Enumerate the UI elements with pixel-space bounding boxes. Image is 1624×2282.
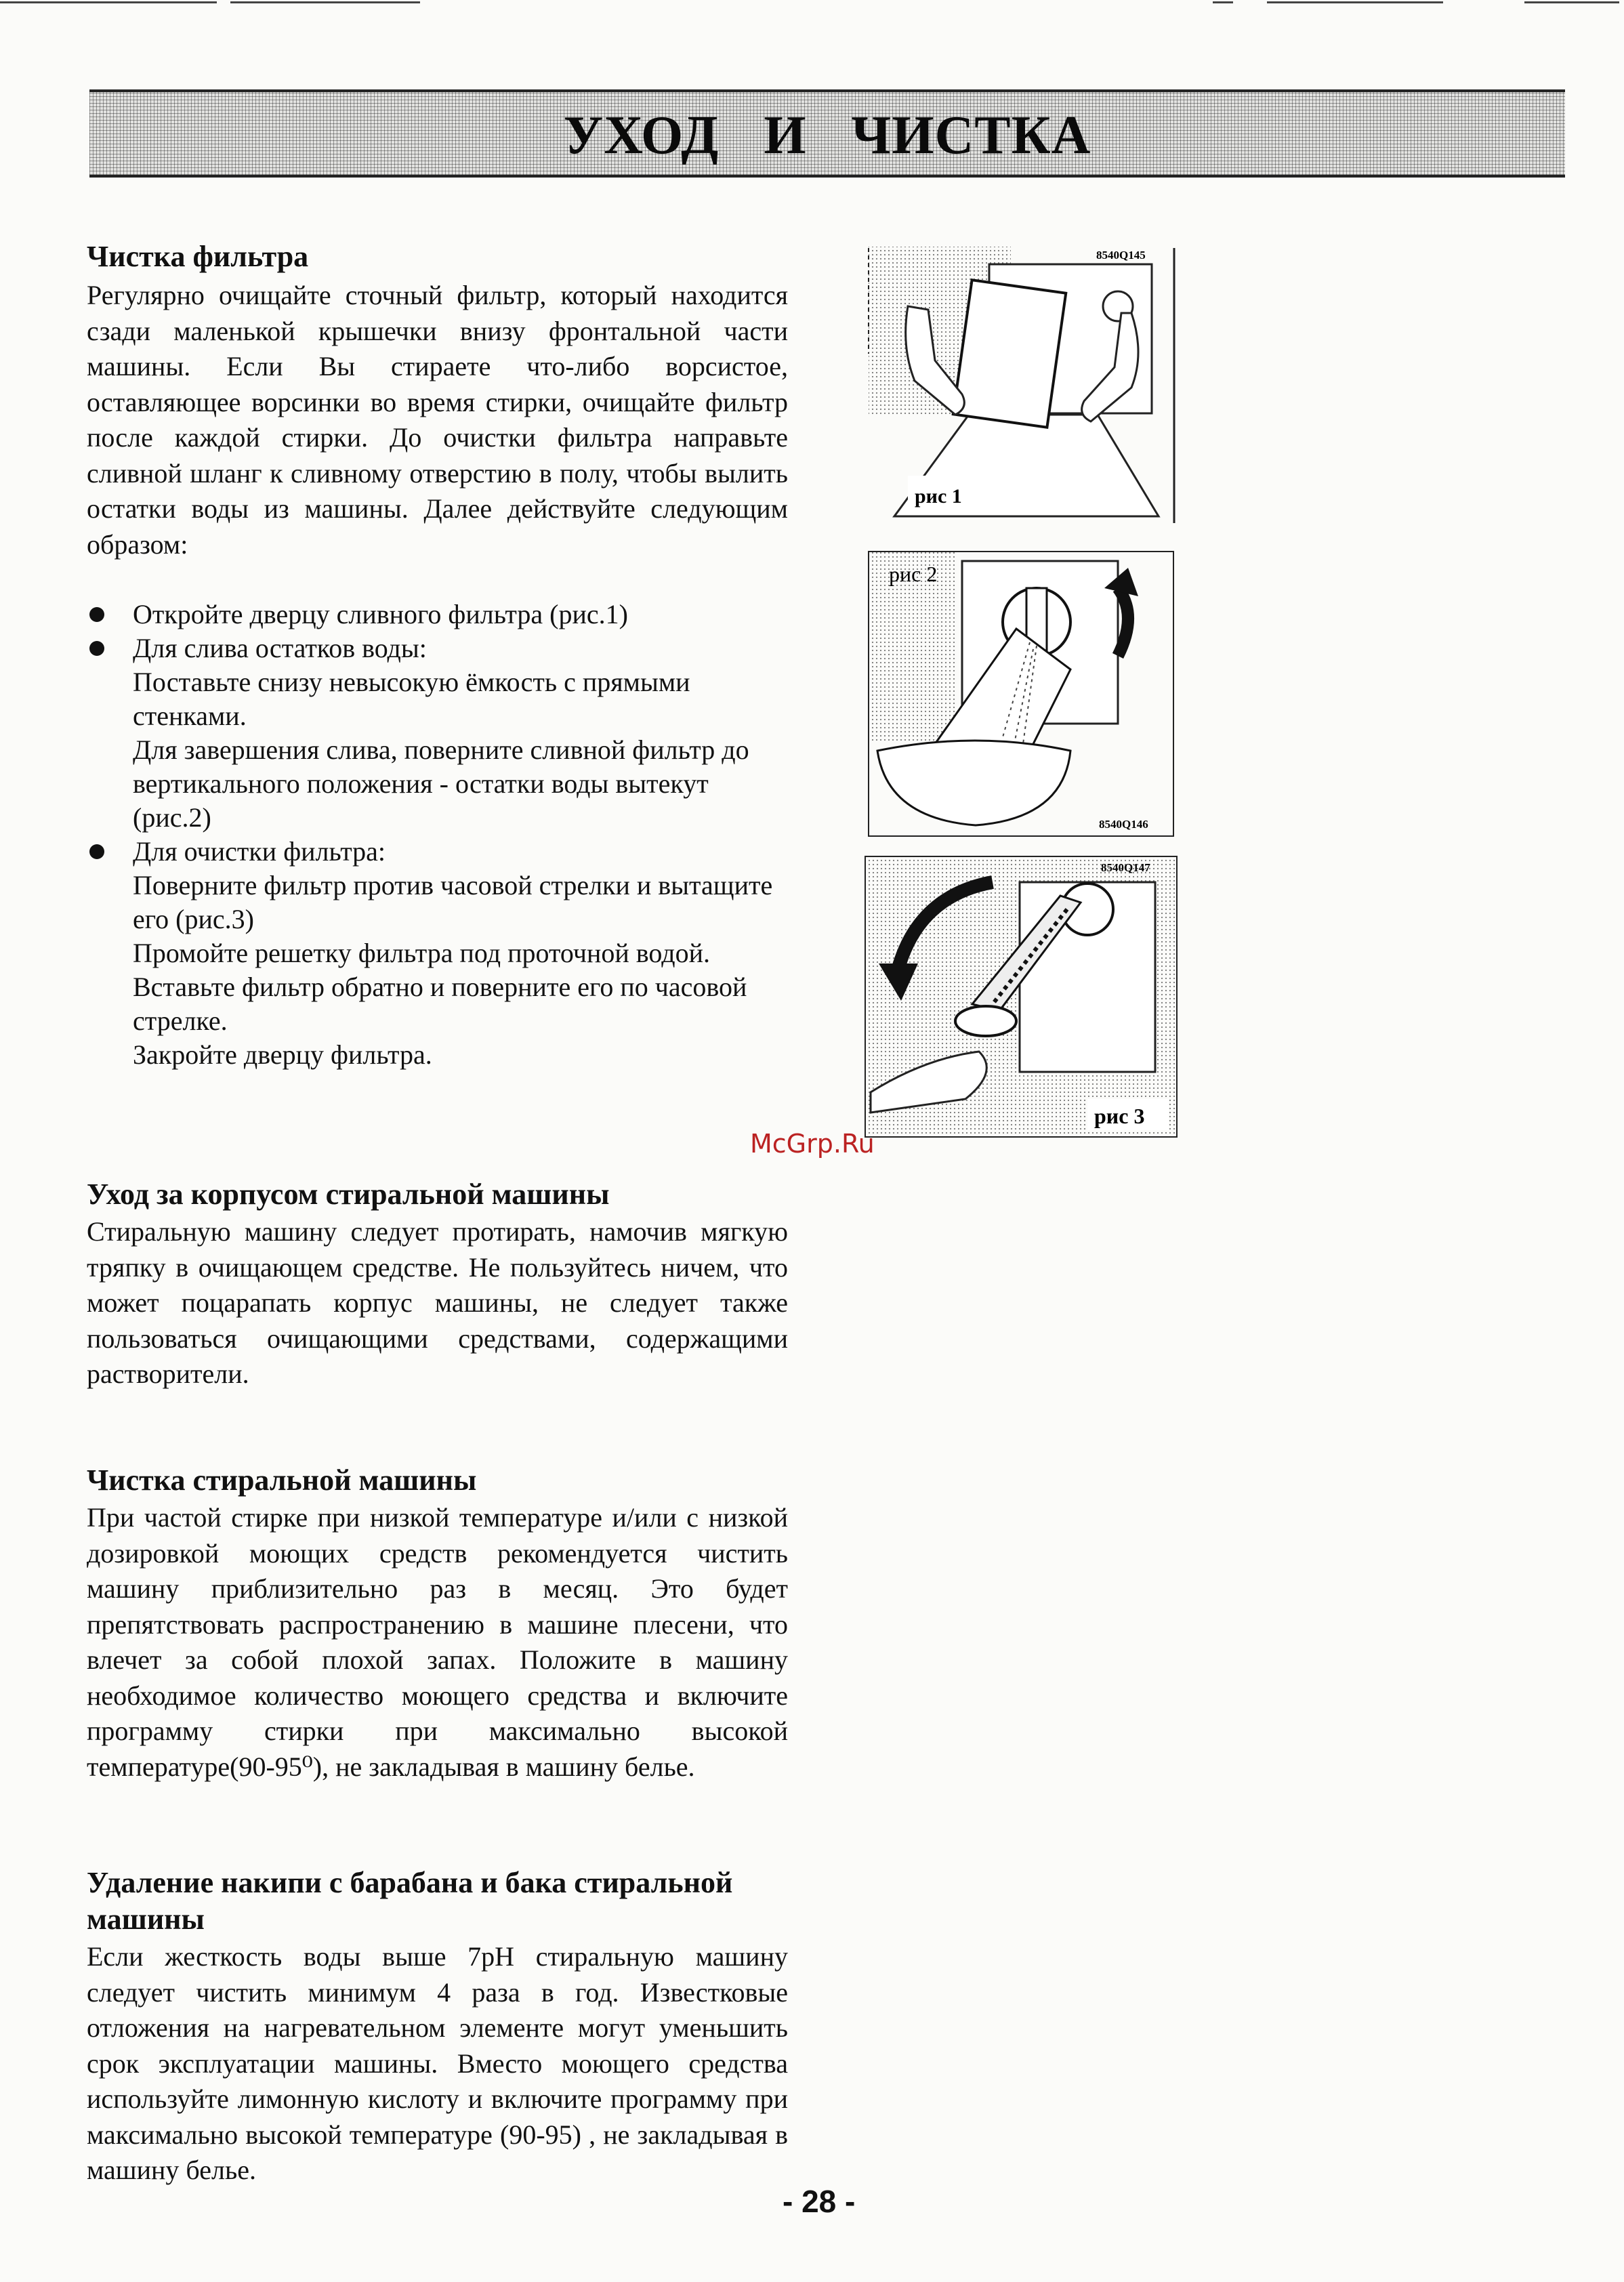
step-text: Откройте дверцу сливного фильтра (рис.1): [133, 599, 628, 629]
watermark: McGrp.Ru: [750, 1129, 875, 1159]
step-text: Закройте дверцу фильтра.: [133, 1039, 432, 1070]
body-care-heading: Уход за корпусом стиральной машины: [87, 1178, 610, 1211]
figure-1-code: 8540Q145: [1096, 249, 1146, 262]
body-care-section: [87, 1176, 788, 1392]
page-title: УХОД И ЧИСТКА: [563, 105, 1091, 165]
step-text: Вставьте фильтр обратно и поверните его по часовой стрелке.: [133, 972, 747, 1036]
figure-1: [867, 245, 1179, 530]
step-text: Для завершения слива, поверните сливной фильтр до вертикального положения - остатки воды вытекут (рис.2): [133, 734, 749, 833]
figure-1-label: рис 1: [915, 485, 962, 507]
filter-heading: Чистка фильтра: [87, 240, 309, 273]
step-text: Для очистки фильтра:: [133, 836, 386, 867]
list-item: [87, 631, 788, 835]
descale-section: [87, 1865, 788, 2188]
step-text: Поверните фильтр против часовой стрелки и вытащите его (рис.3): [133, 870, 773, 934]
figure-2: [867, 547, 1179, 839]
descale-text: Если жесткость воды выше 7pH стиральную машину следует чистить минимум 4 раза в год. Известковые отложения на нагревательном элементе могут уменьшить срок эксплуатации машины. Вместо моющего средства используйте лимонную кислоту и включите программу при максимально высокой температуре (90-95) , не закладывая в машину белье.: [87, 1941, 788, 2185]
step-text: Поставьте снизу невысокую ёмкость с прямыми стенками.: [133, 667, 690, 731]
figure-3: [864, 855, 1182, 1140]
filter-intro: Регулярно очищайте сточный фильтр, который находится сзади маленькой крышечки внизу фронтальной части машины. Если Вы стираете что-либо ворсистое, оставляющее ворсинки во время стирки, очищайте фильтр после каждой стирки. До очистки фильтра направьте сливной шланг к сливному отверстию в полу, чтобы вылить остатки воды из машины. Далее действуйте следующим образом:: [87, 280, 788, 560]
list-item: [87, 835, 788, 1072]
body-care-text: Стиральную машину следует протирать, намочив мягкую тряпку в очищающем средстве. Не пользуйтесь ничем, что может поцарапать корпус машины, не следует также пользоваться очищающими средствами, содержащими растворители.: [87, 1216, 788, 1389]
remove-filter-illustration: [864, 855, 1182, 1140]
step-text: Промойте решетку фильтра под проточной водой.: [133, 938, 711, 968]
machine-clean-text: При частой стирке при низкой температуре и/или с низкой дозировкой моющих средств рекомендуется чистить машину приблизительно раз в месяц. Это будет препятствовать распространению в машине плесени, что влечет за собой плохой запах. Положите в машину необходимое количество моющего средства и включите программу стирки при максимально высокой температуре(90-95⁰), не закладывая в машину белье.: [87, 1502, 788, 1782]
page-number: - 28 -: [783, 2184, 856, 2219]
filter-steps: [87, 598, 788, 1072]
drain-water-illustration: [867, 547, 1179, 839]
scan-marks: [0, 0, 1624, 8]
bullet-icon: [89, 844, 104, 859]
machine-clean-section: [87, 1462, 788, 1785]
step-text: Для слива остатков воды:: [133, 633, 427, 663]
figure-3-code: 8540Q147: [1101, 861, 1150, 874]
figure-2-code: 8540Q146: [1099, 818, 1148, 831]
figure-2-label: рис 2: [889, 562, 938, 586]
list-item: [87, 598, 788, 631]
descale-heading: Удаление накипи с барабана и бака стиральной машины: [87, 1866, 733, 1936]
filter-section: [87, 238, 788, 1072]
machine-clean-heading: Чистка стиральной машины: [87, 1464, 477, 1497]
section-banner: [89, 89, 1565, 178]
bullet-icon: [89, 641, 104, 656]
figure-3-label: рис 3: [1094, 1104, 1145, 1128]
bullet-icon: [89, 607, 104, 622]
filter-door-illustration: [867, 245, 1179, 530]
